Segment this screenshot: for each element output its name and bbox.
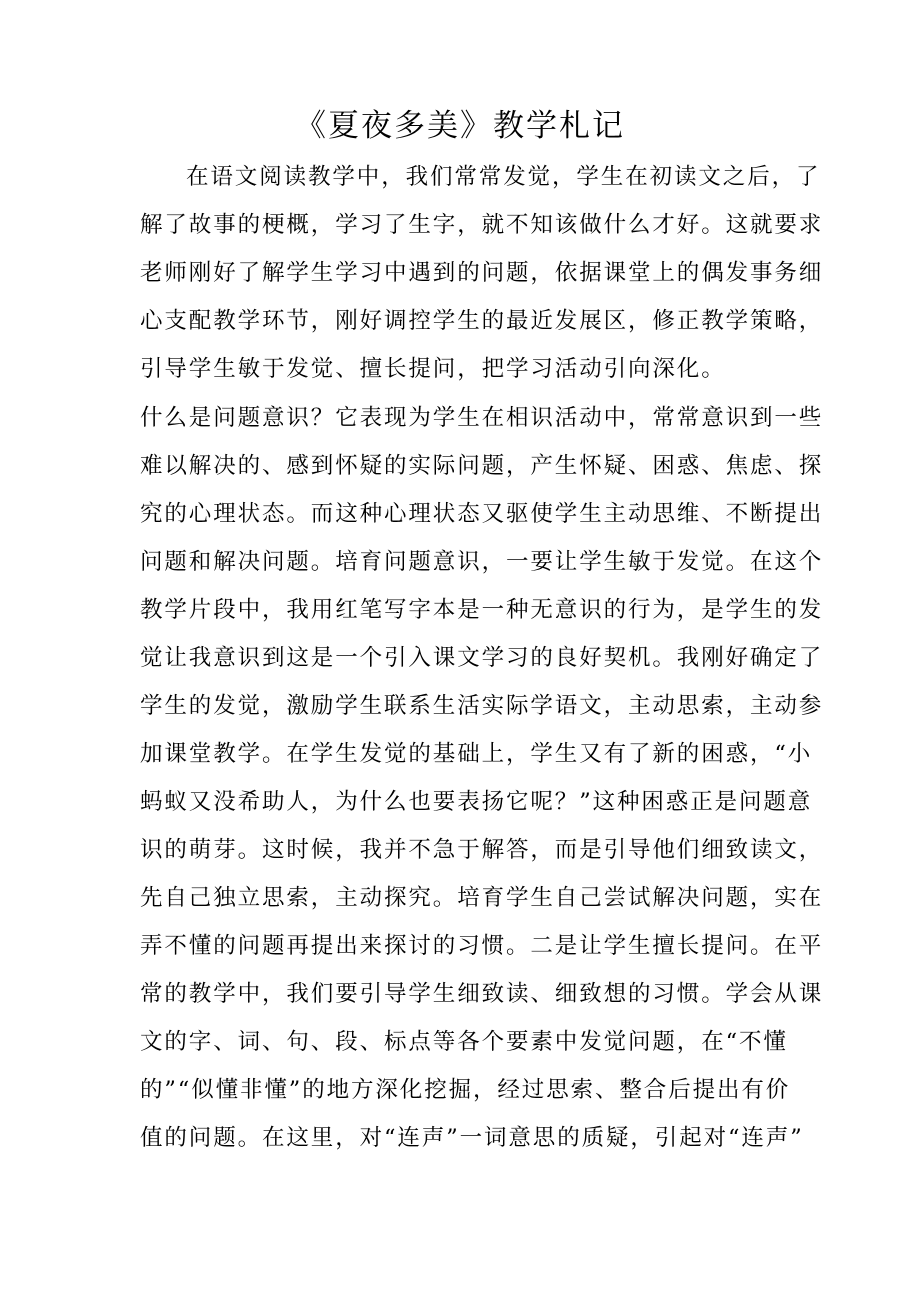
text-line: 弄不懂的问题再提出来探讨的习惯。二是让学生擅长提问。在平 <box>140 933 824 959</box>
text-line: 老师刚好了解学生学习中遇到的问题，依据课堂上的偶发事务细 <box>140 260 824 286</box>
text-line: 先自己独立思索，主动探究。培育学生自己尝试解决问题，实在 <box>140 885 824 911</box>
text-line: 教学片段中，我用红笔写字本是一种无意识的行为，是学生的发 <box>140 597 824 623</box>
text-line: 解了故事的梗概，学习了生字，就不知该做什么才好。这就要求 <box>140 212 824 238</box>
text-line: 的”“似懂非懂”的地方深化挖掘，经过思索、整合后提出有价 <box>140 1077 791 1103</box>
text-line: 问题和解决问题。培育问题意识，一要让学生敏于发觉。在这个 <box>140 549 824 575</box>
text-line: 在语文阅读教学中，我们常常发觉，学生在初读文之后，了 <box>186 164 821 190</box>
text-line: 究的心理状态。而这种心理状态又驱使学生主动思维、不断提出 <box>140 501 824 527</box>
text-line: 加课堂教学。在学生发觉的基础上，学生又有了新的困惑，“小 <box>140 741 813 767</box>
text-line: 识的萌芽。这时候，我并不急于解答，而是引导他们细致读文， <box>140 837 824 863</box>
text-line: 什么是问题意识？它表现为学生在相识活动中，常常意识到一些 <box>140 405 824 431</box>
text-line: 心支配教学环节，刚好调控学生的最近发展区，修正教学策略， <box>140 308 824 334</box>
text-line: 学生的发觉，激励学生联系生活实际学语文，主动思索，主动参 <box>140 693 824 719</box>
text-line: 常的教学中，我们要引导学生细致读、细致想的习惯。学会从课 <box>140 981 824 1007</box>
text-line: 文的字、词、句、段、标点等各个要素中发觉问题，在“不懂 <box>140 1029 788 1055</box>
text-line: 值的问题。在这里，对“连声”一词意思的质疑，引起对“连声” <box>140 1125 804 1151</box>
document-title: 《夏夜多美》教学札记 <box>295 108 625 144</box>
text-line: 引导学生敏于发觉、擅长提问，把学习活动引向深化。 <box>140 356 726 382</box>
text-line: 蚂蚁又没希助人，为什么也要表扬它呢？”这种困惑正是问题意 <box>140 789 813 815</box>
text-line: 觉让我意识到这是一个引入课文学习的良好契机。我刚好确定了 <box>140 645 824 671</box>
text-line: 难以解决的、感到怀疑的实际问题，产生怀疑、困惑、焦虑、探 <box>140 453 824 479</box>
